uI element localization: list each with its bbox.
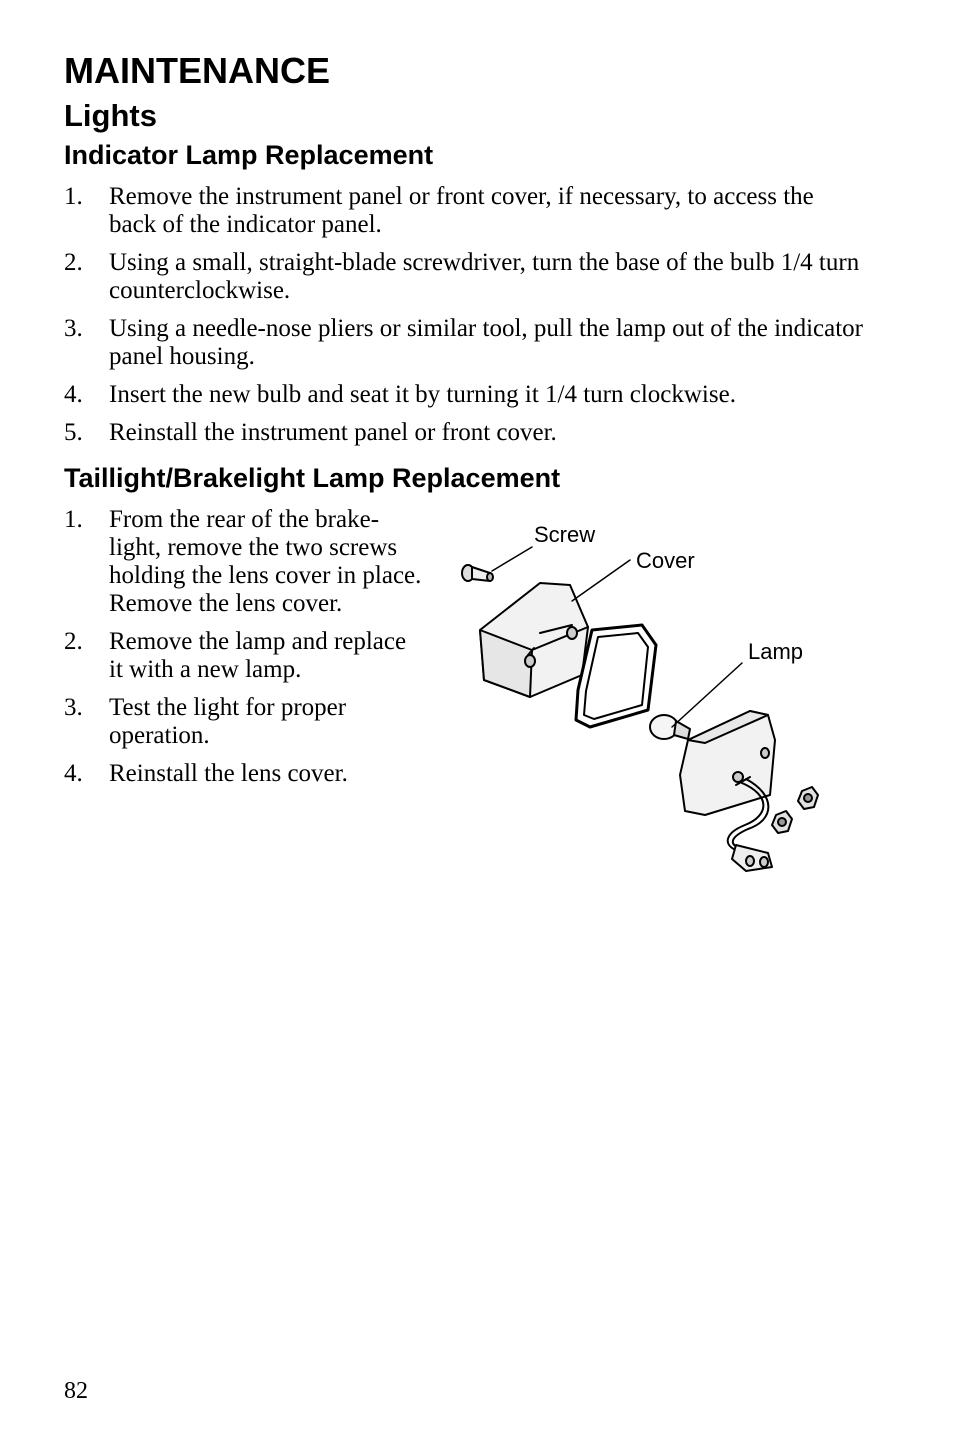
step-number: 3. (64, 694, 83, 721)
step-text: Using a needle-nose pliers or similar tool, pull the lamp out of the indicator panel housing. (109, 315, 863, 370)
step-number: 2. (64, 249, 83, 276)
cover-part (480, 583, 588, 697)
label-screw: Screw (534, 522, 596, 547)
step-number: 1. (64, 506, 83, 533)
step-text: Remove the lamp and replace it with a new lamp. (109, 628, 407, 683)
nut-part (772, 787, 818, 833)
step-number: 4. (64, 381, 83, 408)
step-text: Using a small, straight-blade screwdriver, turn the base of the bulb 1/4 turn counterclockwise. (109, 249, 860, 304)
step-text: Reinstall the instrument panel or front cover. (109, 419, 557, 446)
page-title: MAINTENANCE (64, 50, 330, 91)
label-cover: Cover (636, 548, 695, 573)
gasket-part (576, 625, 656, 727)
step-text: Test the light for proper operation. (109, 694, 347, 749)
list-item (64, 628, 424, 684)
heading-indicator-lamp-replacement: Indicator Lamp Replacement (64, 140, 434, 170)
page-number: 82 (64, 1378, 88, 1404)
indicator-steps-list (64, 183, 864, 457)
list-item (64, 249, 864, 305)
step-number: 4. (64, 760, 83, 787)
taillight-exploded-diagram (450, 515, 830, 885)
list-item (64, 315, 864, 371)
label-lamp: Lamp (748, 639, 804, 664)
leader-line-screw (492, 547, 532, 571)
step-number: 5. (64, 419, 83, 446)
lamp-housing-part (680, 711, 775, 815)
step-text: From the rear of the brake-light, remove the two screws holding the lens cover in place. Remove the lens cover. (109, 506, 422, 617)
bulb-part (650, 715, 690, 739)
list-item (64, 506, 424, 618)
step-text: Remove the instrument panel or front cover, if necessary, to access the back of the indicator panel. (109, 183, 814, 238)
step-text: Insert the new bulb and seat it by turning it 1/4 turn clockwise. (109, 381, 736, 408)
step-text: Reinstall the lens cover. (109, 760, 348, 787)
list-item (64, 381, 864, 409)
list-item (64, 694, 424, 750)
list-item (64, 760, 424, 788)
list-item (64, 183, 864, 239)
leader-line-lamp (672, 663, 742, 727)
list-item (64, 419, 864, 447)
step-number: 1. (64, 183, 83, 210)
section-heading-lights: Lights (64, 98, 157, 133)
step-number: 2. (64, 628, 83, 655)
taillight-steps-list (64, 506, 424, 798)
step-number: 3. (64, 315, 83, 342)
leader-line-cover (572, 560, 630, 601)
heading-taillight-lamp-replacement: Taillight/Brakelight Lamp Replacement (64, 463, 561, 493)
screw-part (462, 565, 493, 581)
